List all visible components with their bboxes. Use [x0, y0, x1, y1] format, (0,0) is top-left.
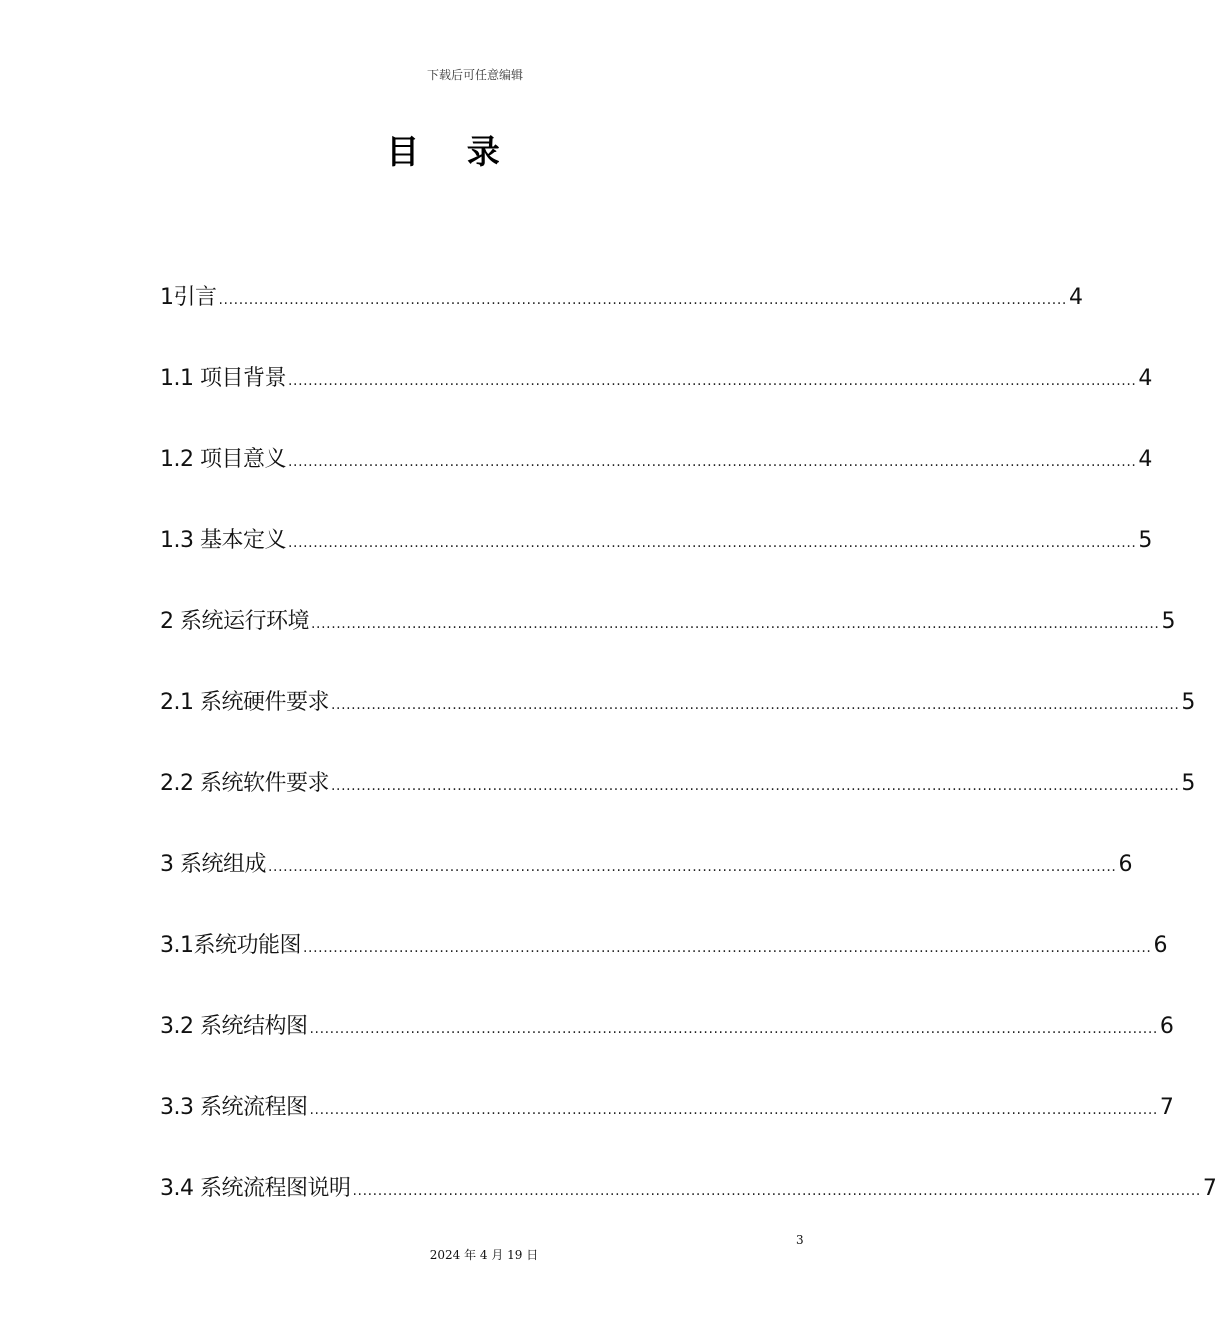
- toc-entry-page: 4: [1068, 285, 1083, 310]
- toc-entry-page: 6: [1153, 933, 1168, 958]
- toc-entry[interactable]: [160, 1169, 1217, 1250]
- page-number: 3: [796, 1233, 804, 1247]
- toc-entry[interactable]: [160, 359, 1153, 440]
- toc-entry-label: 3.4 系统流程图说明: [160, 1176, 351, 1201]
- toc-entry-label: 2 系统运行环境: [160, 609, 309, 634]
- toc-entry-page: 7: [1159, 1095, 1174, 1120]
- toc-entry[interactable]: [160, 1088, 1174, 1169]
- toc-entry[interactable]: [160, 521, 1153, 602]
- toc-entry-label: 1.1 项目背景: [160, 366, 286, 391]
- toc-entry[interactable]: [160, 926, 1168, 1007]
- toc-leader-dots: ........................................................................................................................................................................: [311, 616, 1160, 632]
- toc-entry-label: 3.1系统功能图: [160, 933, 301, 958]
- toc-entry-page: 5: [1161, 609, 1176, 634]
- toc-entry-page: 5: [1138, 528, 1153, 553]
- page-header: 下载后可任意编辑: [426, 68, 523, 82]
- toc-leader-dots: ........................................................................................................................................................................: [303, 940, 1152, 956]
- toc-leader-dots: ........................................................................................................................................................................: [287, 454, 1137, 470]
- toc-entry[interactable]: [160, 602, 1176, 683]
- footer-date: 2024 年 4 月 19 日: [429, 1248, 539, 1262]
- toc-entry-label: 1.2 项目意义: [160, 447, 286, 472]
- toc-entry-page: 4: [1138, 366, 1153, 391]
- page-title: 目 录: [386, 132, 518, 171]
- toc-leader-dots: ........................................................................................................................................................................: [268, 859, 1117, 875]
- toc-entry[interactable]: [160, 764, 1196, 845]
- toc-leader-dots: ........................................................................................................................................................................: [309, 1102, 1158, 1118]
- toc-leader-dots: ........................................................................................................................................................................: [352, 1183, 1201, 1199]
- toc-entry-label: 1引言: [160, 285, 217, 310]
- toc-entry[interactable]: [160, 440, 1153, 521]
- toc-entry-label: 3.3 系统流程图: [160, 1095, 308, 1120]
- toc-leader-dots: ........................................................................................................................................................................: [330, 697, 1180, 713]
- toc-entry[interactable]: [160, 845, 1133, 926]
- toc-entry-label: 3.2 系统结构图: [160, 1014, 308, 1039]
- toc-entry-page: 6: [1118, 852, 1133, 877]
- toc-entry-label: 2.2 系统软件要求: [160, 771, 329, 796]
- toc-entry[interactable]: [160, 1007, 1174, 1088]
- toc-leader-dots: ........................................................................................................................................................................: [218, 292, 1067, 308]
- toc-entry-page: 5: [1181, 771, 1196, 796]
- toc-entry-page: 7: [1202, 1176, 1217, 1201]
- toc-leader-dots: ........................................................................................................................................................................: [330, 778, 1180, 794]
- toc-leader-dots: ........................................................................................................................................................................: [287, 373, 1137, 389]
- toc-entry-label: 1.3 基本定义: [160, 528, 286, 553]
- toc-entry[interactable]: [160, 278, 1083, 359]
- table-of-contents: [160, 278, 1217, 1250]
- toc-leader-dots: ........................................................................................................................................................................: [287, 535, 1137, 551]
- toc-leader-dots: ........................................................................................................................................................................: [309, 1021, 1158, 1037]
- toc-entry-label: 2.1 系统硬件要求: [160, 690, 329, 715]
- toc-entry-label: 3 系统组成: [160, 852, 266, 877]
- toc-entry-page: 5: [1181, 690, 1196, 715]
- toc-entry[interactable]: [160, 683, 1196, 764]
- toc-entry-page: 6: [1159, 1014, 1174, 1039]
- toc-entry-page: 4: [1138, 447, 1153, 472]
